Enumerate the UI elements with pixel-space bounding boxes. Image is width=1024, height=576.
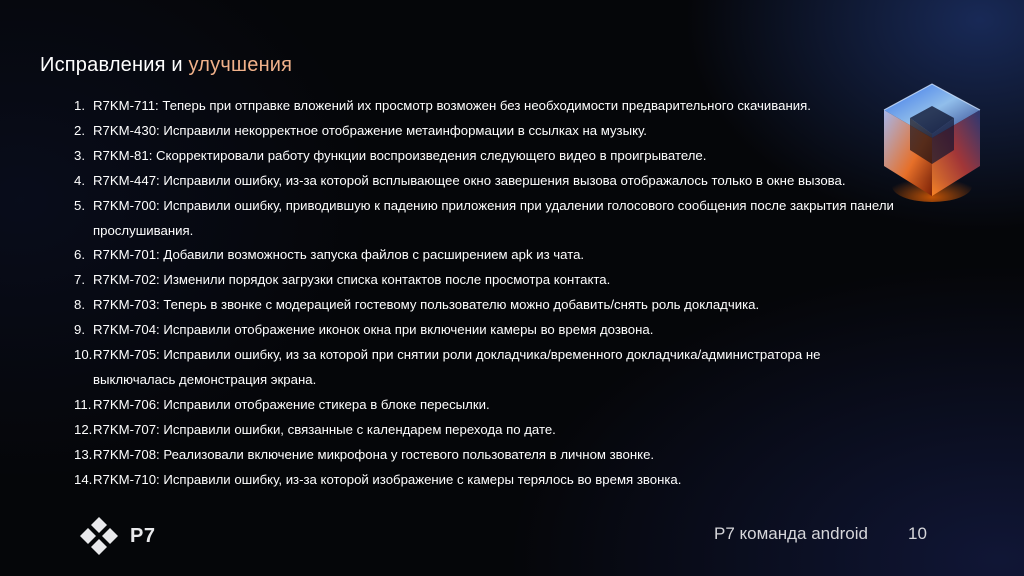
list-item-number: 6. <box>74 247 85 263</box>
list-item-text: R7KM-703: Теперь в звонке с модерацией гостевому пользователю можно добавить/снять роль докладчика. <box>93 297 760 313</box>
list-item-number: 3. <box>74 147 85 163</box>
list-item <box>74 119 904 144</box>
list-item-number: 12. <box>74 421 93 437</box>
list-item <box>74 194 904 244</box>
list-item-text: R7KM-81: Скорректировали работу функции воспроизведения следующего видео в проигрывателе. <box>93 147 707 163</box>
list-item <box>74 318 904 343</box>
list-item-number: 7. <box>74 272 85 288</box>
list-item-text: R7KM-705: Исправили ошибку, из за которой при снятии роли докладчика/временного докладчика/администратора не выключалась демонстрация экрана. <box>93 347 821 387</box>
list-item-number: 1. <box>74 98 85 113</box>
list-item-number: 14. <box>74 471 93 487</box>
page-number: 10 <box>908 524 927 543</box>
list-item-number: 10. <box>74 347 93 363</box>
list-item-text: R7KM-447: Исправили ошибку, из-за которой всплывающее окно завершения вызова отображалось только в окне вызова. <box>93 172 846 188</box>
list-item <box>74 94 904 119</box>
title-main: Исправления и <box>40 54 189 76</box>
title-accent: улучшения <box>188 54 293 76</box>
list-item <box>74 418 904 443</box>
list-item-number: 11. <box>74 396 92 412</box>
list-item-number: 4. <box>74 172 85 188</box>
list-item-text: R7KM-710: Исправили ошибку, из-за которой изображение с камеры терялось во время звонка. <box>93 471 682 487</box>
list-item-text: R7KM-707: Исправили ошибки, связанные с календарем перехода по дате. <box>93 421 556 437</box>
list-item-text: R7KM-700: Исправили ошибку, приводившую к падению приложения при удалении голосового сообщения после закрытия панели прослушивания. <box>93 197 894 238</box>
changes-list <box>74 94 904 493</box>
logo-text: P7 <box>130 525 156 547</box>
list-item-text: R7KM-711: Теперь при отправке вложений их просмотр возможен без необходимости предварительного скачивания. <box>93 98 811 113</box>
list-item <box>74 343 904 393</box>
list-item-text: R7KM-430: Исправили некорректное отображение метаинформации в ссылках на музыку. <box>93 122 647 138</box>
list-item <box>74 144 904 169</box>
list-item <box>74 293 904 318</box>
list-item <box>74 443 904 468</box>
list-item <box>74 468 904 493</box>
list-item <box>74 169 904 194</box>
list-item-text: R7KM-702: Изменили порядок загрузки списка контактов после просмотра контакта. <box>93 272 611 288</box>
list-item-number: 9. <box>74 322 85 338</box>
glass-cube-icon <box>876 78 988 204</box>
list-item-text: R7KM-706: Исправили отображение стикера в блоке пересылки. <box>93 396 490 412</box>
list-item-number: 8. <box>74 297 85 313</box>
list-item-number: 13. <box>74 446 93 462</box>
list-item-text: R7KM-704: Исправили отображение иконок окна при включении камеры во время дозвона. <box>93 322 654 338</box>
diamond-grid-logo-icon <box>74 515 124 555</box>
list-item <box>74 268 904 293</box>
slide-title <box>40 54 292 77</box>
list-item-text: R7KM-701: Добавили возможность запуска файлов с расширением apk из чата. <box>93 247 585 263</box>
list-item-number: 2. <box>74 122 85 138</box>
list-item-number: 5. <box>74 197 85 213</box>
list-item <box>74 243 904 268</box>
list-item-text: R7KM-708: Реализовали включение микрофона у гостевого пользователя в личном звонке. <box>93 446 655 462</box>
footer-label: Р7 команда android <box>714 524 868 543</box>
list-item <box>74 393 904 418</box>
